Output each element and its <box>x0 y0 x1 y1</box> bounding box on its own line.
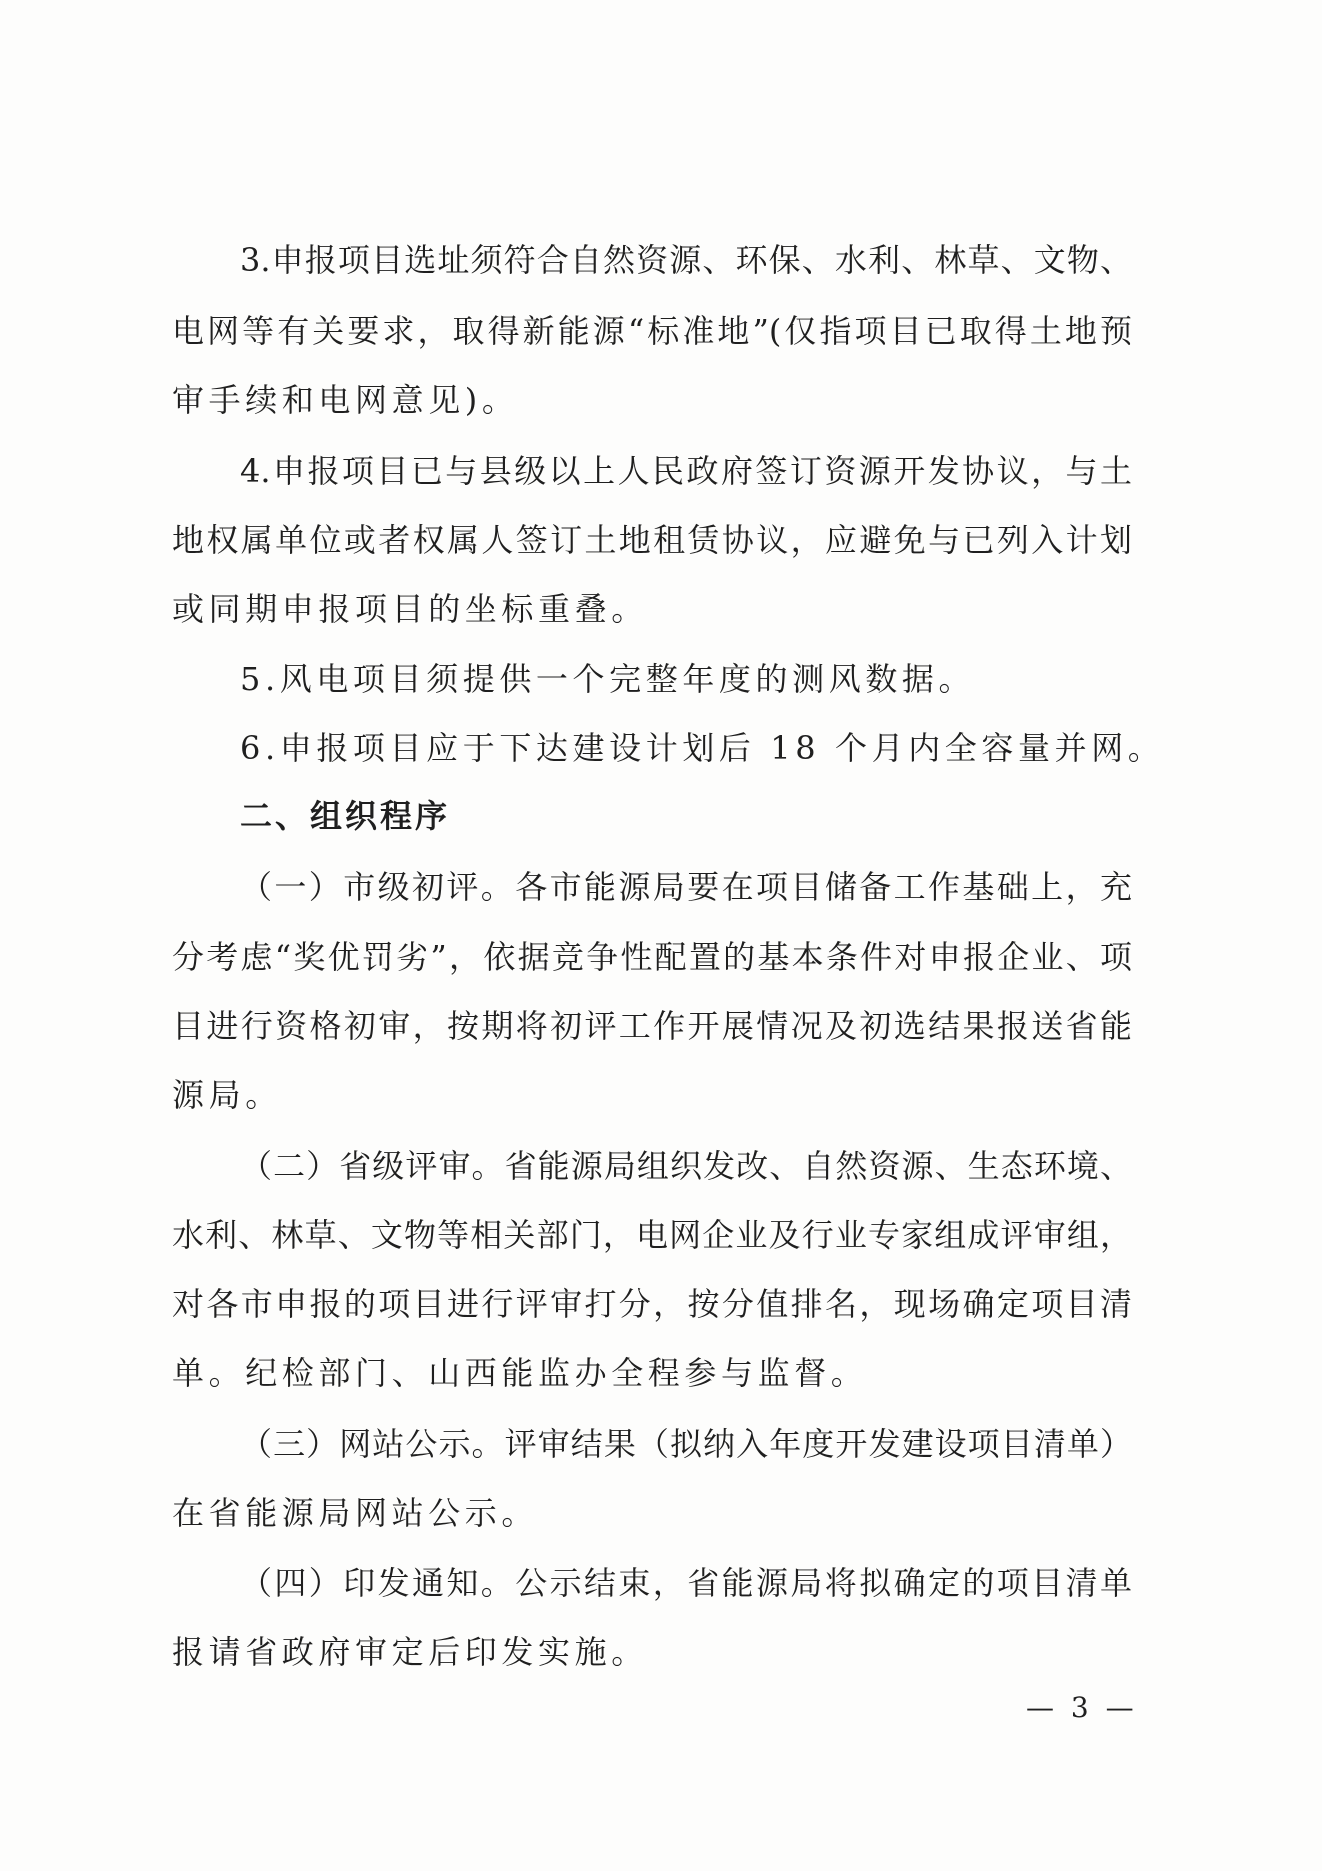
text-line: 分考虑“奖优罚劣”，依据竞争性配置的基本条件对申报企业、项 <box>172 938 1132 976</box>
text-line: 单。纪检部门、山西能监办全程参与监督。 <box>172 1354 868 1392</box>
text-line: 对各市申报的项目进行评审打分，按分值排名，现场确定项目清 <box>172 1285 1132 1323</box>
text-line: （二）省级评审。省能源局组织发改、自然资源、生态环境、 <box>240 1147 1132 1185</box>
text-line: 源局。 <box>172 1076 282 1114</box>
text-line: 地权属单位或者权属人签订土地租赁协议，应避免与已列入计划 <box>172 521 1132 559</box>
text-line: 在省能源局网站公示。 <box>172 1494 539 1532</box>
text-line: （四）印发通知。公示结束，省能源局将拟确定的项目清单 <box>240 1564 1132 1602</box>
text-line: 5.风电项目须提供一个完整年度的测风数据。 <box>240 660 976 698</box>
text-line: 4.申报项目已与县级以上人民政府签订资源开发协议，与土 <box>240 452 1132 490</box>
text-line: 水利、林草、文物等相关部门，电网企业及行业专家组成评审组， <box>172 1216 1132 1254</box>
text-line: 报请省政府审定后印发实施。 <box>172 1633 648 1671</box>
text-line: （一）市级初评。各市能源局要在项目储备工作基础上，充 <box>240 868 1132 906</box>
text-line: 6.申报项目应于下达建设计划后 18 个月内全容量并网。 <box>240 729 1165 767</box>
text-line: 目进行资格初审，按期将初评工作开展情况及初选结果报送省能 <box>172 1007 1132 1045</box>
text-line: 审手续和电网意见)。 <box>172 381 519 419</box>
text-line: 或同期申报项目的坐标重叠。 <box>172 590 648 628</box>
text-line: （三）网站公示。评审结果（拟纳入年度开发建设项目清单） <box>240 1425 1132 1463</box>
text-line: 电网等有关要求，取得新能源“标准地”(仅指项目已取得土地预 <box>172 312 1132 350</box>
section-heading: 二、组织程序 <box>240 797 451 835</box>
text-line: 3.申报项目选址须符合自然资源、环保、水利、林草、文物、 <box>240 241 1132 279</box>
page-number: — 3 — <box>1026 1691 1138 1724</box>
